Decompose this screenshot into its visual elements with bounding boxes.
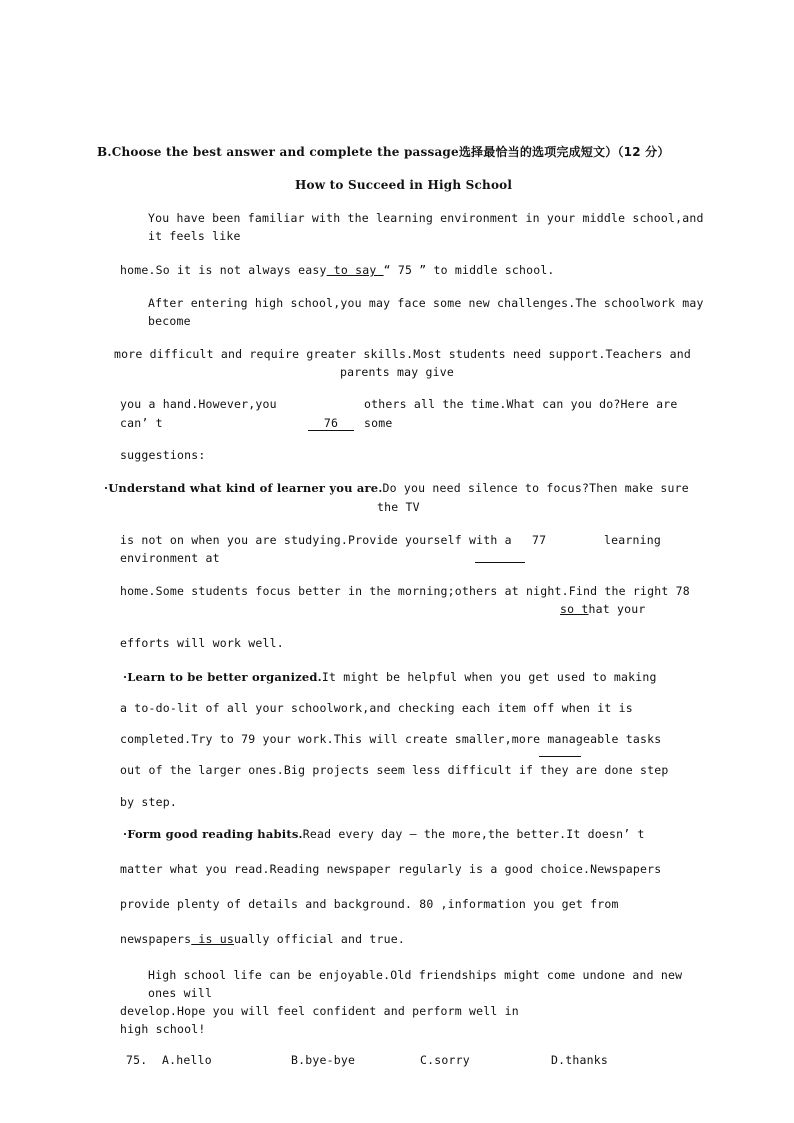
bullet2-text: It might be helpful when you get used to making (321, 670, 657, 684)
bullet1-line1 (104, 481, 689, 495)
p2-line4: parents may give (340, 365, 454, 379)
p1-line3-a: home.So it is not always easy (120, 263, 327, 277)
p1-line3-b: “ 75 ” to middle school. (383, 263, 555, 277)
blank-79-line (539, 756, 581, 757)
bullet2-line2: a to-do-lit of all your schoolwork,and checking each item off when it is (120, 701, 633, 715)
bullet2-line4: out of the larger ones.Big projects seem less difficult if they are done step (120, 763, 669, 777)
p1-line3 (120, 263, 555, 277)
p3-line1: High school life can be enjoyable.Old friendships might come undone and new (148, 968, 683, 982)
bullet1-line7: efforts will work well. (120, 636, 284, 650)
bullet3-line4-underline: is us (191, 932, 234, 946)
bullet3-text: Read every day – the more,the better.It doesn’ t (302, 827, 645, 841)
option-b[interactable]: B.bye-bye (291, 1053, 356, 1067)
p2-line6-a: can’ t (120, 416, 163, 430)
bullet3-line2: matter what you read.Reading newspaper regularly is a good choice.Newspapers (120, 862, 662, 876)
blank-76: 76 (308, 416, 354, 431)
bullet2-line5: by step. (120, 795, 177, 809)
section-heading-en: B.Choose the best answer and complete the passage (97, 145, 459, 159)
bullet3-line1 (123, 827, 645, 841)
option-c[interactable]: C.sorry (420, 1053, 470, 1067)
option-d[interactable]: D.thanks (551, 1053, 608, 1067)
bullet1-heading: ·Understand what kind of learner you are. (104, 481, 383, 495)
blank-77-line (475, 562, 525, 563)
bullet3-line4-b: ually official and true. (234, 932, 405, 946)
p2-line6-b: some (364, 416, 393, 430)
p3-line4: high school! (120, 1022, 206, 1036)
bullet1-line6 (560, 602, 646, 616)
bullet1-line3-a: is not on when you are studying.Provide yourself with a (120, 533, 512, 547)
bullet1-line3-b: learning (604, 533, 661, 547)
bullet2-line1 (123, 670, 657, 684)
p2-line3: more difficult and require greater skills.Most students need support.Teachers and (114, 347, 692, 361)
passage-title: How to Succeed in High School (295, 178, 513, 192)
p1-line3-underline: to say (326, 263, 384, 277)
bullet3-line3: provide plenty of details and background. 80 ,information you get from (120, 897, 619, 911)
p2-line5-a: you a hand.However,you (120, 397, 277, 411)
bullet1-line4: environment at (120, 551, 220, 565)
p2-line1: After entering high school,you may face some new challenges.The schoolwork may (148, 296, 704, 310)
bullet1-text: Do you need silence to focus?Then make sure (382, 481, 689, 495)
bullet3-heading: ·Form good reading habits. (123, 827, 303, 841)
p2-line5-b: others all the time.What can you do?Here are (364, 397, 678, 411)
bullet1-line6-underline: so t (560, 602, 589, 616)
option-a[interactable]: A.hello (162, 1053, 212, 1067)
p3-line2: ones will (148, 986, 213, 1000)
bullet1-line2: the TV (377, 500, 420, 514)
bullet2-line3: completed.Try to 79 your work.This will create smaller,more manageable tasks (120, 732, 662, 746)
bullet1-line5: home.Some students focus better in the morning;others at night.Find the right 78 (120, 584, 690, 598)
section-heading-cn: 选择最恰当的选项完成短文）（12 分） (458, 145, 670, 159)
bullet2-heading: ·Learn to be better organized. (123, 670, 322, 684)
p1-line1: You have been familiar with the learning environment in your middle school,and (148, 211, 704, 225)
bullet3-line4 (120, 932, 405, 946)
p2-line7: suggestions: (120, 448, 206, 462)
bullet3-line4-a: newspapers (120, 932, 192, 946)
blank-77-number: 77 (532, 533, 547, 547)
p3-line3: develop.Hope you will feel confident and perform well in (120, 1004, 519, 1018)
p2-line2: become (148, 314, 191, 328)
section-heading (97, 143, 670, 160)
bullet1-line6-b: hat your (588, 602, 646, 616)
question-number: 75. (126, 1053, 148, 1067)
p1-line2: it feels like (148, 229, 241, 243)
